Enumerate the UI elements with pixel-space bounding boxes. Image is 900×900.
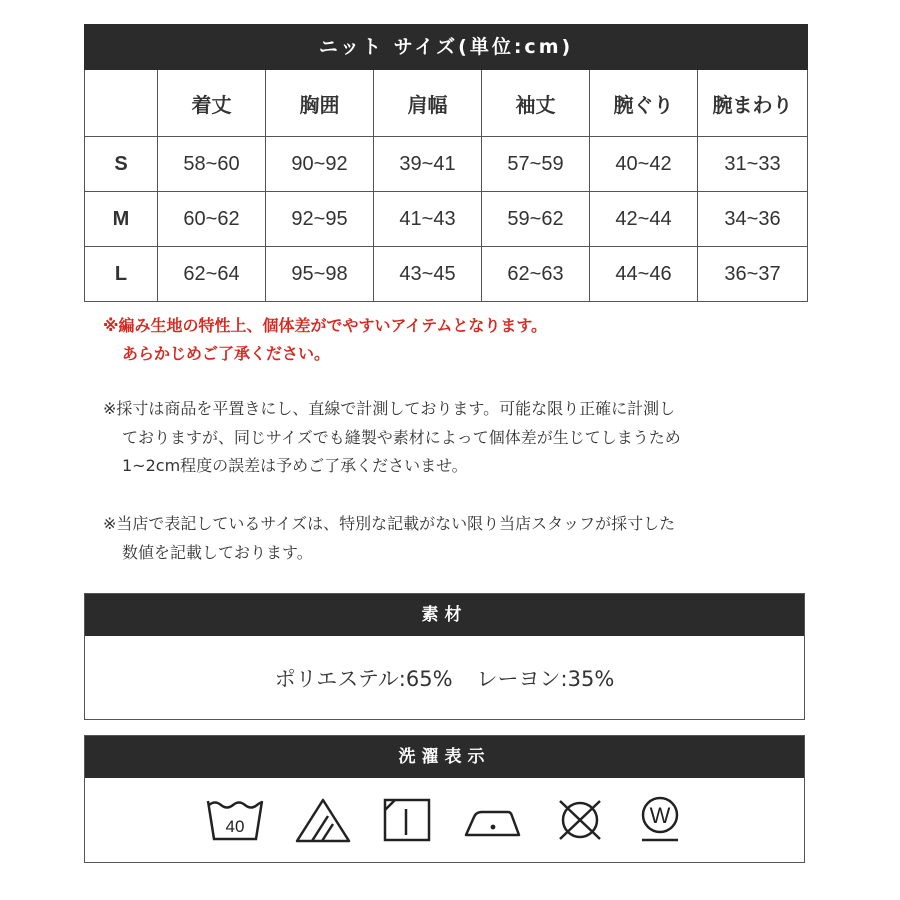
table-cell: 40~42 (590, 137, 698, 192)
table-cell: 58~60 (158, 137, 266, 192)
table-cell: 43~45 (374, 247, 482, 302)
table-cell: 31~33 (698, 137, 808, 192)
table-cell: 57~59 (482, 137, 590, 192)
size-label: S (85, 137, 158, 192)
table-row (85, 137, 808, 192)
care-title: 洗濯表示 (85, 736, 804, 778)
size-label: M (85, 192, 158, 247)
care-section (84, 735, 805, 863)
column-header: 袖丈 (482, 70, 590, 137)
iron-low-icon (462, 797, 524, 843)
warning-line: ※編み生地の特性上、個体差がでやすいアイテムとなります。 (103, 316, 548, 335)
table-cell: 59~62 (482, 192, 590, 247)
column-header: 着丈 (158, 70, 266, 137)
note-line: 数値を記載しております。 (122, 542, 313, 562)
dry-flat-shade-icon (382, 797, 432, 843)
note-line: 1~2cm程度の誤差は予めご了承くださいませ。 (122, 456, 468, 475)
column-header: 腕ぐり (590, 70, 698, 137)
warning-line: あらかじめご了承ください。 (122, 344, 331, 363)
table-cell: 41~43 (374, 192, 482, 247)
table-cell: 42~44 (590, 192, 698, 247)
material-content (85, 636, 804, 719)
no-dry-clean-icon (554, 797, 606, 843)
size-table-title: ニット サイズ(単位:cm) (85, 25, 808, 70)
table-cell: 95~98 (266, 247, 374, 302)
size-label: L (85, 247, 158, 302)
column-header: 肩幅 (374, 70, 482, 137)
table-cell: 34~36 (698, 192, 808, 247)
material-title: 素材 (85, 594, 804, 636)
wet-clean-icon (636, 795, 684, 845)
table-row (85, 247, 808, 302)
wash-temperature: 40 (225, 817, 244, 836)
table-cell: 62~63 (482, 247, 590, 302)
wet-clean-letter: W (649, 803, 670, 828)
note-line: ※当店で表記しているサイズは、特別な記載がない限り当店スタッフが採寸した (103, 514, 676, 533)
table-cell: 44~46 (590, 247, 698, 302)
corner-cell (85, 70, 158, 137)
material-section (84, 593, 805, 720)
size-notation-note (103, 510, 823, 567)
size-table-header (85, 70, 808, 137)
table-cell: 62~64 (158, 247, 266, 302)
column-header: 腕まわり (698, 70, 808, 137)
wash-40-icon (206, 797, 264, 843)
note-line: ※採寸は商品を平置きにし、直線で計測しております。可能な限り正確に計測し (103, 399, 676, 418)
table-cell: 36~37 (698, 247, 808, 302)
note-line: ておりますが、同じサイズでも縫製や素材によって個体差が生じてしまうため (122, 427, 681, 447)
bleach-ok-non-chlorine-icon (294, 797, 352, 843)
table-cell: 90~92 (266, 137, 374, 192)
table-cell: 92~95 (266, 192, 374, 247)
material-polyester: ポリエステル:65% (274, 666, 453, 691)
size-table (84, 24, 808, 302)
table-cell: 60~62 (158, 192, 266, 247)
table-row (85, 192, 808, 247)
material-rayon: レーヨン:35% (476, 666, 615, 691)
column-header: 胸囲 (266, 70, 374, 137)
care-icons (85, 778, 804, 862)
table-cell: 39~41 (374, 137, 482, 192)
knit-warning (103, 312, 823, 368)
measurement-note (103, 395, 823, 481)
